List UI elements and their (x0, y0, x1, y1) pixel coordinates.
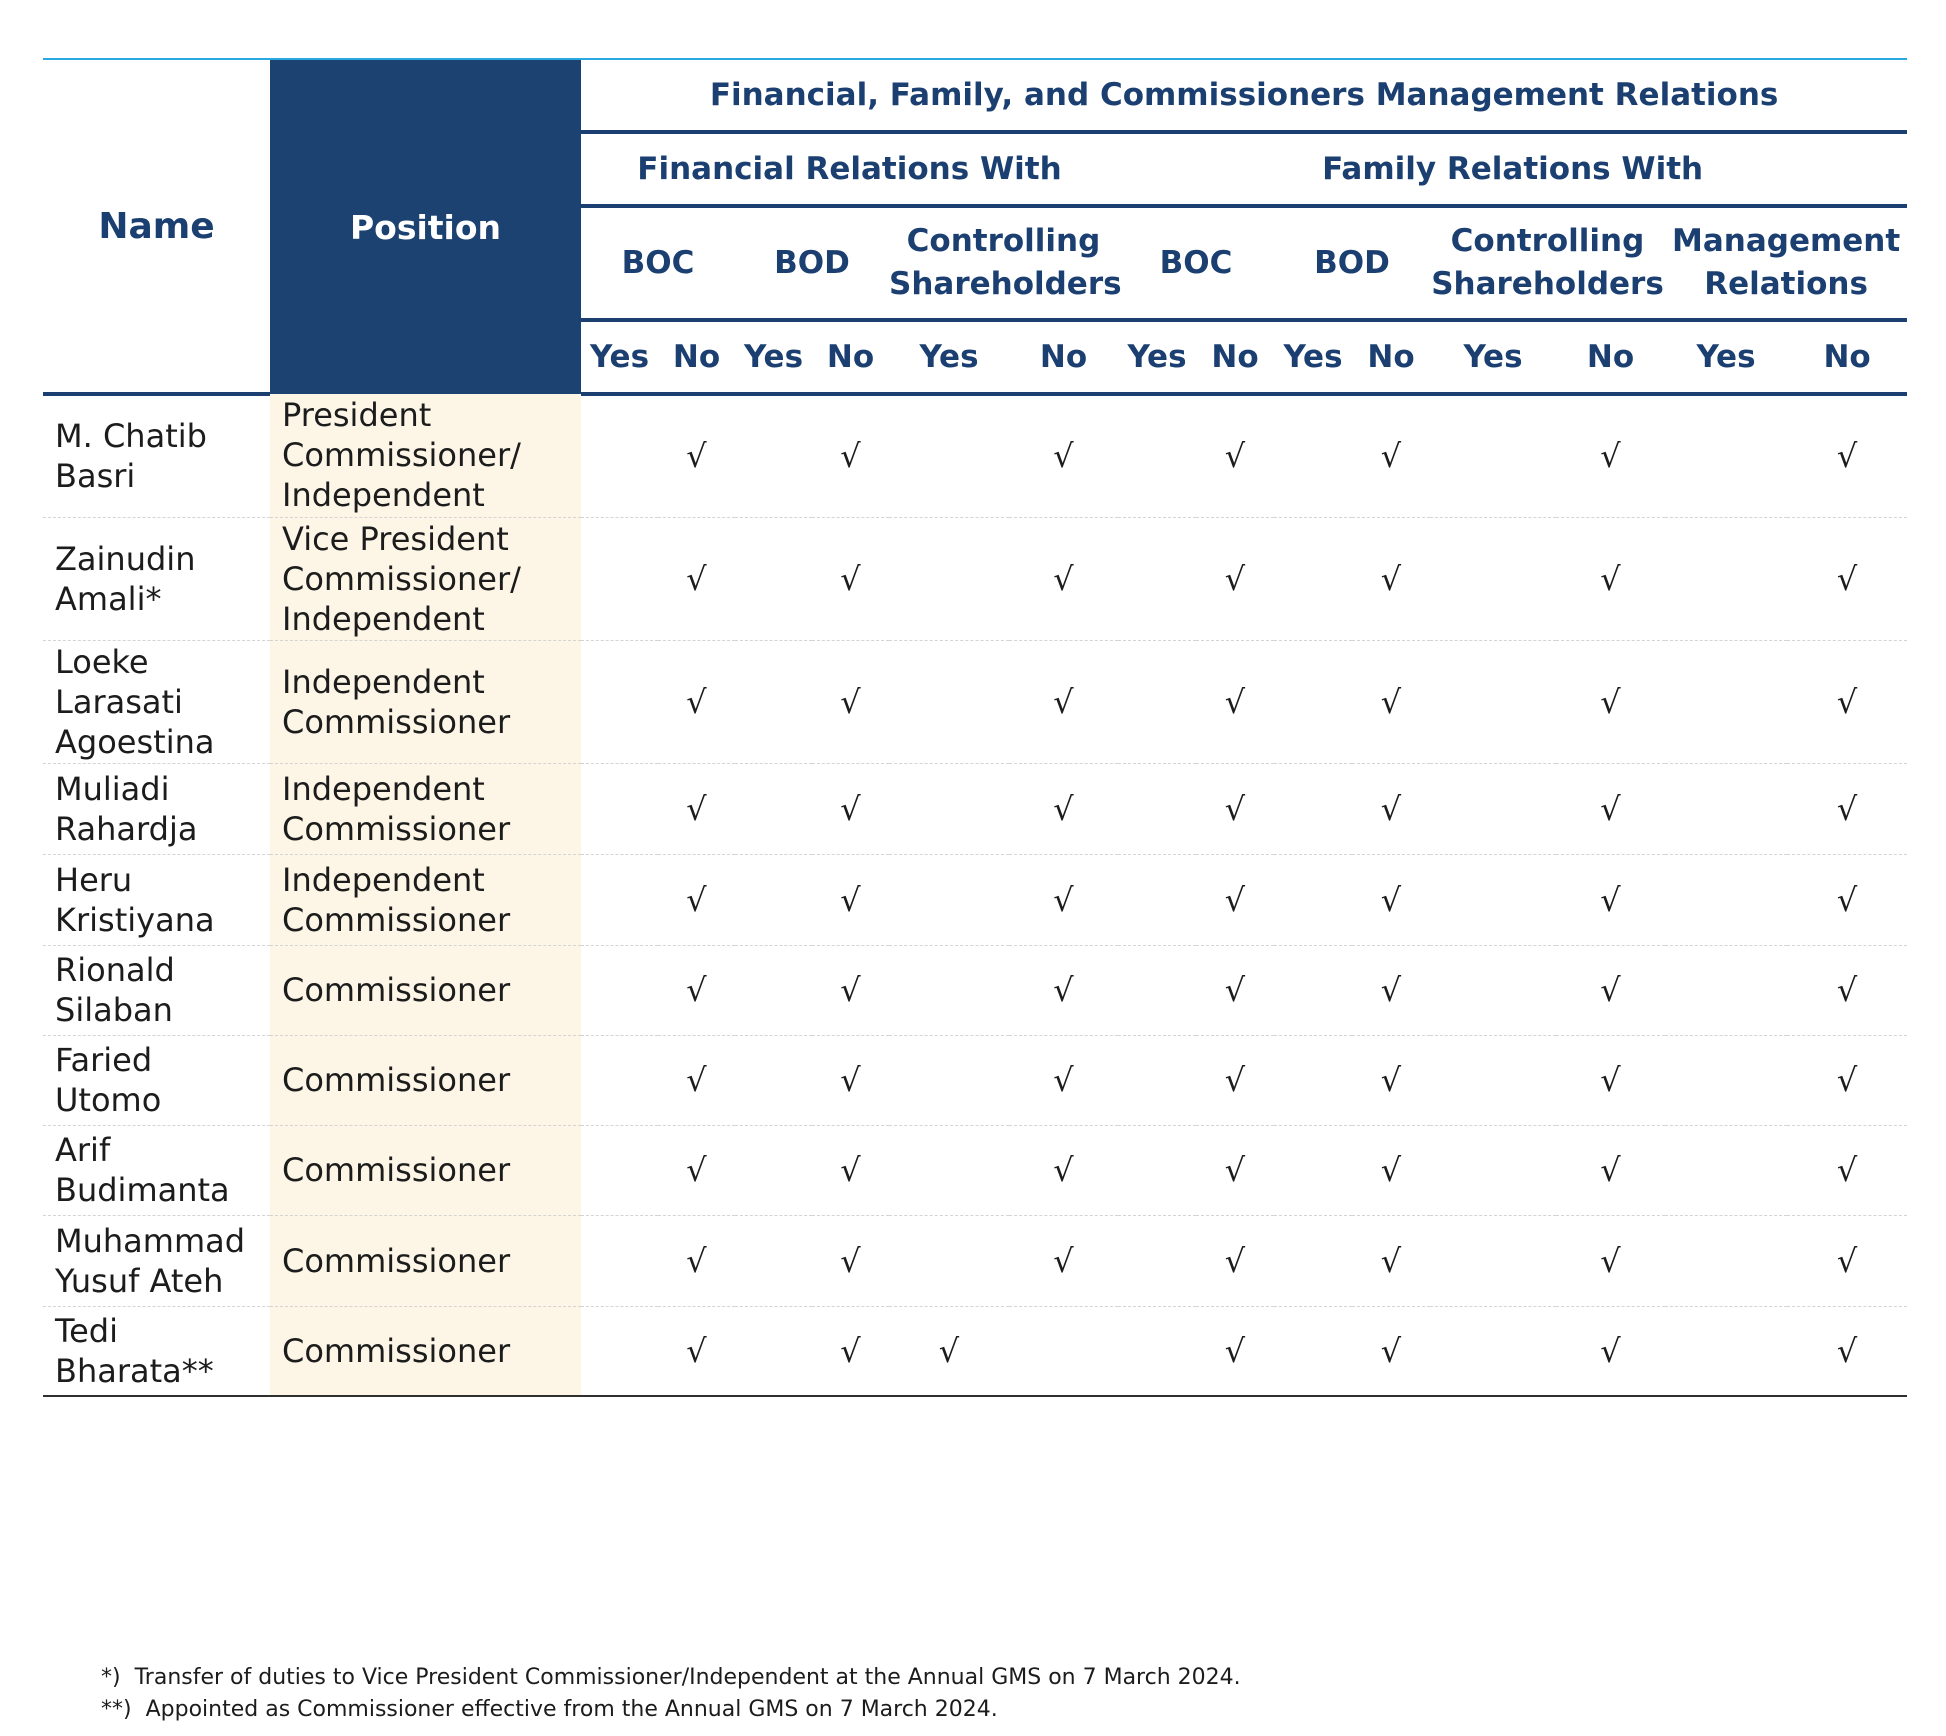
table-row (43, 1035, 1907, 1125)
member-position-line: Commissioner (282, 1331, 511, 1370)
empty-cell (1430, 1125, 1556, 1215)
header-yes: Yes (1274, 320, 1352, 394)
empty-cell (1430, 517, 1556, 640)
empty-cell (1665, 394, 1787, 517)
header-family-relations: Family Relations With (1118, 132, 1907, 206)
member-position-line: Independent (282, 860, 485, 899)
check-mark-icon: √ (1352, 1215, 1430, 1306)
check-mark-icon: √ (1787, 945, 1907, 1035)
header-yes: Yes (1430, 320, 1556, 394)
check-mark-icon: √ (1352, 1035, 1430, 1125)
check-mark-icon: √ (658, 763, 735, 854)
member-name-line: Heru (55, 860, 133, 899)
check-mark-icon: √ (1352, 1306, 1430, 1396)
header-management-relations (1665, 206, 1907, 320)
member-position-line: Vice President (282, 519, 509, 558)
header-family-boc: BOC (1118, 206, 1274, 320)
member-position (270, 945, 581, 1035)
check-mark-icon: √ (1352, 640, 1430, 763)
member-name-line: Arif (55, 1131, 111, 1169)
empty-cell (1430, 854, 1556, 945)
empty-cell (889, 640, 1009, 763)
member-name-line: Loeke (55, 642, 149, 681)
footnote-text: Transfer of duties to Vice President Commissioner/Independent at the Annual GMS on 7 March 2024. (134, 1665, 1241, 1690)
check-mark-icon: √ (658, 1125, 735, 1215)
member-name-line: Kristiyana (55, 900, 215, 939)
check-mark-icon: √ (1556, 1125, 1665, 1215)
member-position-line: Independent (282, 476, 485, 515)
header-mgmt-line1: Management (1672, 223, 1901, 260)
member-position-line: Commissioner (282, 1241, 511, 1280)
header-financial-cs-line2: Shareholders (889, 266, 1122, 302)
check-mark-icon: √ (812, 763, 889, 854)
member-name-line: Utomo (55, 1081, 162, 1119)
check-mark-icon: √ (1196, 763, 1274, 854)
member-position-line: Commissioner (282, 702, 511, 741)
member-name-line: Basri (55, 457, 136, 496)
check-mark-icon: √ (1556, 394, 1665, 517)
member-position-line: Commissioner (282, 1151, 511, 1189)
empty-cell (581, 517, 658, 640)
empty-cell (1118, 1035, 1196, 1125)
check-mark-icon: √ (1787, 854, 1907, 945)
empty-cell (1009, 1306, 1118, 1396)
check-mark-icon: √ (1352, 945, 1430, 1035)
member-position (270, 1215, 581, 1306)
member-position (270, 1035, 581, 1125)
empty-cell (1274, 945, 1352, 1035)
check-mark-icon: √ (658, 1215, 735, 1306)
empty-cell (1430, 763, 1556, 854)
empty-cell (1118, 763, 1196, 854)
member-name (43, 640, 270, 763)
member-name (43, 1125, 270, 1215)
member-position-line: Independent (282, 769, 485, 808)
empty-cell (1665, 1035, 1787, 1125)
empty-cell (581, 945, 658, 1035)
empty-cell (1665, 517, 1787, 640)
empty-cell (889, 763, 1009, 854)
empty-cell (1118, 394, 1196, 517)
member-position-line: Independent (282, 662, 485, 701)
empty-cell (735, 1035, 812, 1125)
member-name-line: Faried (55, 1041, 153, 1079)
empty-cell (1430, 945, 1556, 1035)
empty-cell (581, 1035, 658, 1125)
empty-cell (1665, 854, 1787, 945)
header-family-cs-line2: Shareholders (1431, 266, 1664, 302)
member-name-line: Muhammad (55, 1221, 246, 1260)
check-mark-icon: √ (812, 1306, 889, 1396)
check-mark-icon: √ (1787, 763, 1907, 854)
check-mark-icon: √ (658, 1306, 735, 1396)
member-position (270, 854, 581, 945)
member-name-line: Yusuf Ateh (55, 1261, 224, 1300)
check-mark-icon: √ (1787, 1035, 1907, 1125)
member-name-line: Rahardja (55, 809, 198, 848)
empty-cell (735, 1306, 812, 1396)
check-mark-icon: √ (658, 640, 735, 763)
table-row (43, 394, 1907, 517)
empty-cell (1665, 1306, 1787, 1396)
check-mark-icon: √ (1196, 1215, 1274, 1306)
empty-cell (1274, 763, 1352, 854)
footnotes (101, 1662, 1241, 1726)
empty-cell (1274, 1306, 1352, 1396)
check-mark-icon: √ (812, 517, 889, 640)
header-financial-boc: BOC (581, 206, 735, 320)
check-mark-icon: √ (658, 854, 735, 945)
empty-cell (1665, 1215, 1787, 1306)
header-family-controlling-shareholders (1430, 206, 1665, 320)
check-mark-icon: √ (1009, 1035, 1118, 1125)
header-financial-cs-line1: Controlling (906, 223, 1101, 260)
check-mark-icon: √ (1196, 517, 1274, 640)
member-name (43, 854, 270, 945)
member-name-line: Rionald (55, 951, 175, 989)
check-mark-icon: √ (1009, 1125, 1118, 1215)
header-no: No (1556, 320, 1665, 394)
member-name-line: Amali* (55, 579, 162, 618)
footnote-text: Appointed as Commissioner effective from the Annual GMS on 7 March 2024. (145, 1697, 998, 1722)
check-mark-icon: √ (658, 394, 735, 517)
check-mark-icon: √ (1556, 640, 1665, 763)
empty-cell (1118, 517, 1196, 640)
check-mark-icon: √ (1352, 763, 1430, 854)
empty-cell (1118, 1215, 1196, 1306)
empty-cell (889, 517, 1009, 640)
empty-cell (735, 394, 812, 517)
check-mark-icon: √ (658, 1035, 735, 1125)
header-no: No (1787, 320, 1907, 394)
empty-cell (735, 1125, 812, 1215)
empty-cell (1118, 854, 1196, 945)
empty-cell (581, 640, 658, 763)
member-position-line: Commissioner/ (282, 436, 521, 475)
empty-cell (581, 1125, 658, 1215)
empty-cell (889, 945, 1009, 1035)
member-position-line: Commissioner (282, 809, 511, 848)
check-mark-icon: √ (1556, 945, 1665, 1035)
empty-cell (735, 517, 812, 640)
check-mark-icon: √ (1556, 763, 1665, 854)
check-mark-icon: √ (812, 640, 889, 763)
check-mark-icon: √ (1196, 394, 1274, 517)
footnote-mark: *) (101, 1665, 121, 1690)
check-mark-icon: √ (1352, 394, 1430, 517)
empty-cell (889, 1125, 1009, 1215)
empty-cell (889, 1215, 1009, 1306)
empty-cell (1274, 517, 1352, 640)
check-mark-icon: √ (812, 394, 889, 517)
empty-cell (735, 945, 812, 1035)
member-name (43, 1215, 270, 1306)
header-no: No (658, 320, 735, 394)
empty-cell (889, 854, 1009, 945)
empty-cell (1274, 394, 1352, 517)
check-mark-icon: √ (658, 945, 735, 1035)
header-financial-bod: BOD (735, 206, 889, 320)
member-name-line: Agoestina (55, 722, 215, 761)
check-mark-icon: √ (1787, 517, 1907, 640)
empty-cell (735, 1215, 812, 1306)
check-mark-icon: √ (1556, 854, 1665, 945)
member-name (43, 1306, 270, 1396)
member-name-line: Larasati (55, 682, 183, 721)
check-mark-icon: √ (1352, 854, 1430, 945)
table-row (43, 640, 1907, 763)
header-no: No (1009, 320, 1118, 394)
check-mark-icon: √ (889, 1306, 1009, 1396)
empty-cell (1274, 640, 1352, 763)
member-position-line: Commissioner (282, 900, 511, 939)
header-no: No (812, 320, 889, 394)
header-no: No (1352, 320, 1430, 394)
empty-cell (889, 1035, 1009, 1125)
check-mark-icon: √ (1196, 854, 1274, 945)
relations-table (43, 60, 1907, 1397)
check-mark-icon: √ (812, 1035, 889, 1125)
check-mark-icon: √ (812, 854, 889, 945)
header-financial-controlling-shareholders (889, 206, 1122, 320)
check-mark-icon: √ (1196, 640, 1274, 763)
check-mark-icon: √ (658, 517, 735, 640)
check-mark-icon: √ (1787, 1306, 1907, 1396)
check-mark-icon: √ (1556, 1035, 1665, 1125)
empty-cell (735, 854, 812, 945)
empty-cell (581, 1215, 658, 1306)
table-row (43, 945, 1907, 1035)
empty-cell (1665, 763, 1787, 854)
empty-cell (1430, 640, 1556, 763)
member-name (43, 517, 270, 640)
empty-cell (1118, 1125, 1196, 1215)
member-name-line: Budimanta (55, 1171, 230, 1209)
check-mark-icon: √ (1009, 640, 1118, 763)
check-mark-icon: √ (1009, 854, 1118, 945)
check-mark-icon: √ (1009, 394, 1118, 517)
member-name (43, 394, 270, 517)
empty-cell (735, 640, 812, 763)
member-name-line: Muliadi (55, 769, 170, 808)
table-row (43, 763, 1907, 854)
empty-cell (735, 763, 812, 854)
empty-cell (1430, 1306, 1556, 1396)
member-name-line: Zainudin (55, 539, 196, 578)
member-position (270, 394, 581, 517)
empty-cell (1430, 1215, 1556, 1306)
header-position: Position (270, 60, 581, 394)
header-yes: Yes (889, 320, 1009, 394)
member-name-line: Tedi (55, 1311, 118, 1350)
header-family-bod: BOD (1274, 206, 1430, 320)
empty-cell (1665, 945, 1787, 1035)
check-mark-icon: √ (1556, 1306, 1665, 1396)
header-name: Name (43, 60, 270, 394)
header-yes: Yes (581, 320, 658, 394)
table-row (43, 1125, 1907, 1215)
empty-cell (1430, 394, 1556, 517)
check-mark-icon: √ (1352, 517, 1430, 640)
member-name-line: M. Chatib (55, 417, 207, 456)
check-mark-icon: √ (812, 1215, 889, 1306)
empty-cell (581, 854, 658, 945)
table-row (43, 1215, 1907, 1306)
table-row (43, 854, 1907, 945)
check-mark-icon: √ (1556, 1215, 1665, 1306)
check-mark-icon: √ (1787, 1125, 1907, 1215)
member-name (43, 763, 270, 854)
empty-cell (1118, 1306, 1196, 1396)
member-position-line: Commissioner (282, 1061, 511, 1099)
table-row (43, 1306, 1907, 1396)
check-mark-icon: √ (1196, 1306, 1274, 1396)
empty-cell (1665, 1125, 1787, 1215)
header-financial-relations: Financial Relations With (581, 132, 1118, 206)
table-header (43, 60, 1907, 394)
member-position-line: Commissioner/ (282, 559, 521, 598)
footnote (101, 1694, 1241, 1726)
header-relations-title: Financial, Family, and Commissioners Management Relations (581, 60, 1907, 132)
table-row (43, 517, 1907, 640)
check-mark-icon: √ (1787, 640, 1907, 763)
check-mark-icon: √ (1009, 945, 1118, 1035)
check-mark-icon: √ (1009, 517, 1118, 640)
header-yes: Yes (1665, 320, 1787, 394)
check-mark-icon: √ (1787, 394, 1907, 517)
member-position (270, 763, 581, 854)
empty-cell (581, 763, 658, 854)
footnote (101, 1662, 1241, 1694)
empty-cell (1274, 1215, 1352, 1306)
header-yes: Yes (1118, 320, 1196, 394)
check-mark-icon: √ (1787, 1215, 1907, 1306)
check-mark-icon: √ (1196, 945, 1274, 1035)
member-name-line: Silaban (55, 991, 173, 1029)
member-position-line: Independent (282, 599, 485, 638)
empty-cell (1274, 854, 1352, 945)
empty-cell (581, 1306, 658, 1396)
header-mgmt-line2: Relations (1704, 266, 1868, 302)
member-position-line: President (282, 396, 432, 435)
member-position-line: Commissioner (282, 971, 511, 1009)
header-no: No (1196, 320, 1274, 394)
member-position (270, 1125, 581, 1215)
check-mark-icon: √ (1556, 517, 1665, 640)
member-position (270, 1306, 581, 1396)
check-mark-icon: √ (1196, 1035, 1274, 1125)
check-mark-icon: √ (1196, 1125, 1274, 1215)
empty-cell (1430, 1035, 1556, 1125)
empty-cell (1665, 640, 1787, 763)
member-name (43, 945, 270, 1035)
check-mark-icon: √ (1009, 1215, 1118, 1306)
empty-cell (889, 394, 1009, 517)
check-mark-icon: √ (812, 1125, 889, 1215)
empty-cell (1274, 1035, 1352, 1125)
footnote-mark: **) (101, 1697, 132, 1722)
check-mark-icon: √ (1009, 763, 1118, 854)
check-mark-icon: √ (1352, 1125, 1430, 1215)
empty-cell (581, 394, 658, 517)
member-name (43, 1035, 270, 1125)
table-body (43, 394, 1907, 1396)
empty-cell (1118, 945, 1196, 1035)
header-yes: Yes (735, 320, 812, 394)
empty-cell (1274, 1125, 1352, 1215)
empty-cell (1118, 640, 1196, 763)
header-family-cs-line1: Controlling (1450, 223, 1645, 260)
member-name-line: Bharata** (55, 1351, 214, 1390)
check-mark-icon: √ (812, 945, 889, 1035)
member-position (270, 517, 581, 640)
member-position (270, 640, 581, 763)
